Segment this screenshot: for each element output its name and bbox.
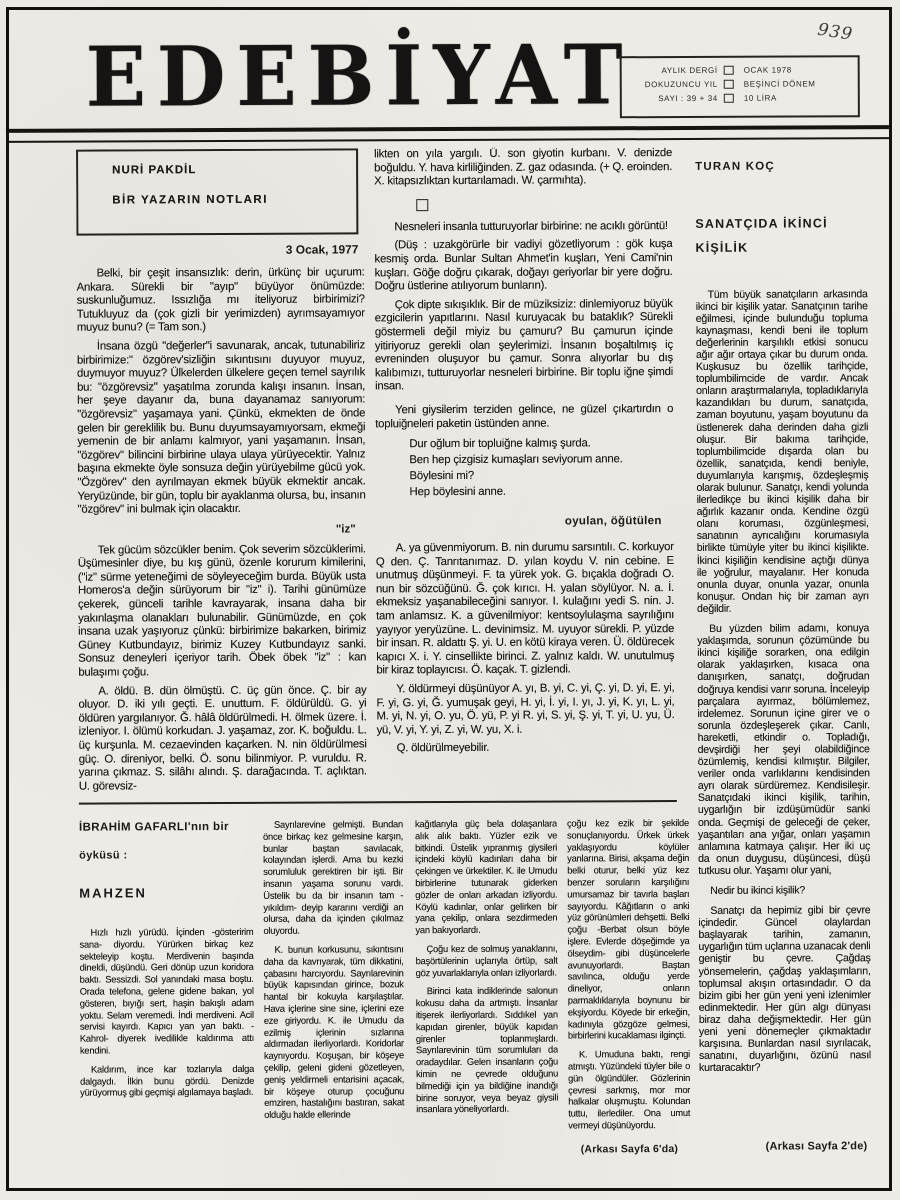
issue-info-value: OCAK 1978 — [743, 65, 792, 75]
paragraph: Nesneleri insanla tutturuyorlar birbirine: ne acıklı görüntü! — [394, 219, 668, 234]
paragraph: kağıtlarıyla güç bela dolaşanlara alık alık baktı. Yüzler ezik ve bitkindi. Üstelik yıpranmış giysileri içindeki köylü kadınları daha bir çekingen ve ürkektiler. K. ile Umudu birbirlerine tutunarak giderken gözler de onları arkadan izliyordu. Köylü kadınlar, onlar gelirken bir yana çekilip, onlara sezdirmeden yan bakıyorlardı. — [414, 817, 558, 936]
issue-info-label: AYLIK DERGİ — [661, 65, 718, 76]
section-signature: oyulan, öğütülen — [564, 515, 662, 528]
story-column-3 — [415, 818, 559, 1167]
issue-info-row — [628, 65, 848, 75]
paragraph: Sayrılarevine gelmişti. Bundan önce birkaç kez gelmesine karşın, bunlar baştan savılacak, kolayından işlerdi. Ama bu kezki sorumluluk gerektiren bir işti. Bir insanın yaşama sorunu vardı. Üstelik bu da bir insanın tam -yıkıldım- deyip kararını verdiği an olursa, daha da içinden çıkılmaz oluyordu. — [263, 818, 404, 936]
poem-line: Ben hep çizgisiz kumaşları seviyorum anne. — [409, 453, 623, 467]
paragraph: Hızlı hızlı yürüdü. İçinden -gösteririm sana- diyordu. Yürürken birkaç kez sekteleyip koştu. Merdivenin başında dineldi, düşündü. Geri dönüp uzun koridora baktı. Sessizdi. Sol yanındaki masa boştu. Orada telefona, gelene gidene bakan, yol gösteren, bıyığı sert, haşin bakışlı adam yoktu. Selam veremedi. İndi merdiveni. Acil servisi kayırdı. Kapıcı yan yan baktı. -Kahrol- diyerek ivedilikle kaldırıma attı kendini. — [79, 925, 254, 1056]
issue-info-box — [620, 55, 860, 118]
issue-info-value: 10 LİRA — [743, 93, 777, 103]
story-byline-suffix: öyküsü : — [79, 849, 128, 862]
article-title: BİR YAZARIN NOTLARI — [112, 193, 268, 207]
issue-info-label: SAYI : 39 + 34 — [658, 93, 718, 104]
paragraph: Q. öldürülmeyebilir. — [396, 742, 490, 755]
paragraph: İnsana özgü "değerler"i savunarak, ancak, tutunabiliriz birbirimize:" özgörev'sizliğin sıkıntısını duyuyor muyuz, duymuyor muyuz? Ülkelerden ülkelere geçen temel sayrılık bu: "özgörevsiz" yaşatılma zorunda kalışı insanın. İnsan, her şeye dayanır da, buna dayanamaz sanıyorum: "özgörevsiz" yaşamaya yani. Çünkü, ekmekten de önde gelen bir gereklilik bu. Bunu duyumsayamıyorsam, ekmeği yemenin de bir anlamı kalmıyor, yani yaşamanın. İnsan, "özgörev" bilincini birbirine ulaya ulaya yürüyecektir. Yalnız başına ekmekte öyle sonsuza değin yürüyebilme gücü yok. "Özgörev" den ayrılmayan ekmek büyük ekmektir ancak. Yeryüzünde, bir gün, toplu bir ayaklanma olursa, bu, insanın "özgörev" ini bulmak için olacaktır. — [76, 339, 366, 516]
checkbox-icon — [724, 80, 734, 89]
paragraph: A. öldü. B. dün ölmüştü. C. üç gün önce. Ç. bir ay oluyor. D. iki yılı geçti. E. unuttum. F. öldürüldü. G. yi öldüren yargılanıyor. Ğ. hâlâ öldürülmedi. H. ölmek üzere. İ. izleniyor. I. ölümü korkudan. J. yaşamaz, zor. K. boğuldu. L. üç kurşunla. M. cezaevinden kaçarken. N. nin öldürülmesi güç. O. direniyor, belki. Ö. sonu bilinmiyor. P. vuruldu. R. yarına çıkmaz. S. silâhı alındı. Ş. darağacında. T. açlıktan. U. görevsiz- — [78, 683, 367, 793]
issue-info-value: BEŞİNCİ DÖNEM — [743, 79, 816, 89]
story-column-4 — [567, 817, 691, 1166]
paragraph: Bu yüzden bilim adamı, konuya yaklaşımda, sorunun çözümünde bu ikinci kişiliğe sorarken, ona edilgin olarak yaklaşırken, kısaca ona danışırken, sanatçı, doğrudan doğruya kendisi varır soruna. İnceleyip parçalara ayırmaz, bölümlemez, irdelemez. Sorunun içine girer ve o sorunla özdeşleşerek çıkar. Canlı, hareketli, etkindir o. Topladığı, devşirdiği her şeyi olabildiğince özümlemiş, kendisi kılmıştır. Bilgiler, veriler onda varlıklarını kendisinden ayrı olarak sürdüremez. Kendisileşir. Sanatçıdaki ikinci kişilik, tarihin, uygarlığın bir izdüşümüdür sanki onda. Geçmişi de geleceği de çeker, yaşantıları ana yığar, onları yaşamın anlamına katmaya çalışır. Her iki uç da onun duygusu, düşüncesi, düşü tutkusu olur. Yaşamı olur yani, — [697, 622, 871, 877]
issue-info-row — [628, 79, 848, 89]
paragraph: Çoğu kez de solmuş yanaklarını, başörtülerinin uçlarıyla örtüp, salt göz yuvarlaklarıyla onları izliyorlardı. — [415, 942, 558, 978]
issue-info-label: DOKUZUNCU YIL — [644, 79, 718, 90]
article-column-3 — [695, 148, 871, 1159]
paragraph: Y. öldürmeyi düşünüyor A. yı, B. yi, C. yi, Ç. yi, D. yi, E. yi, F. yi, G. yi, Ğ. yumuşak geyi, H. yi, İ. yi, I. yı, J. yi, K. yı, L. yi, M. yi, N. yi, O. yu, Ö. yü, P. yi R. yi, S. yi, Ş. yi, T. yi, U. yu, Ü. yü, V. yi, Y. yi, Z. yi, W. yu, X. i. — [376, 682, 675, 737]
poem-line: Hep böylesini anne. — [409, 485, 506, 499]
article-author: NURİ PAKDİL — [112, 164, 197, 177]
article-column-2 — [374, 147, 675, 806]
paragraph: likten on yıla yargılı. Ü. son giyotin kurbanı. V. denizde boğuldu. Y. hava kirliliğinden. Z. gaz odasında. (+ Q. eroinden. X. kitapsızlıktan kurtarılamadı. W. çarmıhta). — [374, 147, 673, 188]
article-author: TURAN KOÇ — [695, 160, 775, 173]
story-title: MAHZEN — [79, 885, 147, 901]
paragraph: Birinci kata indiklerinde salonun kokusu daha da artmıştı. İnsanlar itişerek ilerliyorlardı. Sıddıkel yan kapıdan girenler, büyük kapıdan girenler toplanmışlardı. Sayrılarevinin tüm sorumluları da oradaydılar. Gelen insanların çoğu kimin ne çevrede olduğunu bilmediği için ya bildiğine inandığı birine soruyor, veya beyaz giysili insanlara yöneliyorlardı. — [415, 984, 559, 1115]
paragraph: Belki, bir çeşit insansızlık: derin, ürkünç bir uçurum: Ankara. Sürekli bir "ayıp" büyüyor önümüzde: suskunluğumuz. Issızlığa mı iteliyoruz birbirimizi? Tutukluyuz da (çok gizli bir yerimizden) ayrımsayamıyor muyuz bunu? (= Tam son.) — [76, 266, 365, 335]
paragraph: Nedir bu ikinci kişilik? — [710, 884, 805, 897]
continued-on-page-note: (Arkası Sayfa 6'da) — [580, 1142, 679, 1156]
paragraph: Kaldırım, ince kar tozlarıyla dalga dalgaydı. İlkin bunu gördü. Denizde yürüyormuş gibi geçmişi algılamaya başladı. — [80, 1062, 255, 1098]
issue-info-row — [628, 93, 848, 103]
poem-line: Dur oğlum bir topluiğne kalmış şurda. — [409, 437, 591, 451]
paragraph: Çok dipte sıkışıklık. Bir de müziksiziz: dinlemiyoruz büyük ezgicilerin yapıtlarını. Nasıl kuruyacak bu bataklık? Sürekli göstermeli değil miyiz bu çamuru? Bu çamurun içinde yitiriyoruz gerekli olan şeylerimizi. İnsanın boşaltılmış iç evreninden oluşuyor bu çamur. Sonra alıyorlar bu dış kalıbımızı, tutturuyorlar nesneleri birbirine. Bir toplu iğne şimdi insan. — [374, 297, 674, 393]
masthead-divider-rule — [6, 125, 889, 143]
checkbox-icon — [724, 94, 734, 103]
magazine-masthead: EDEBİYAT — [85, 26, 634, 126]
article-title: SANATÇIDA İKİNCİ KİŞİLİK — [695, 216, 828, 255]
paragraph: (Düş : uzakgörürle bir vadiyi gözetliyorum : gök kuşa kesmiş orda. Bunlar Sultan Ahmet'in kuşları, Yeni Cami'nin kuşları. Göğe doğru çıkarak, doğayı geriyorlar bir yere doğru. Doğru üstlerine atılıyorum bunların). — [374, 238, 673, 293]
continued-on-page-note: (Arkası Sayfa 2'de) — [765, 1140, 868, 1153]
story-column-2 — [263, 818, 405, 1167]
paragraph: Tüm büyük sanatçıların arkasında ikinci bir kişilik yatar. Sanatçının tarihe eğilmesi, içinde bulunduğu topluma kaynaşması, kendi beni ile toplum değerlerinin karşılıklı etkisi sonucu ağır ağır ortaya çıkar bu durum onda. Kuşkusuz bu özellik tarihçide, toplumbilimcide de vardır. Ancak onların araştırmalarıyla, topladıklarıyla kazandıkları bu durum, sanatçıda, zaman boyutunu, yaşam boyutunu da üstlenerek daha derinden daha gizli oluşur. Bir bakıma tarihçide, toplumbilimcide dışarda olan bu özellik, sanatçıda, kendi beniyle, duyumlarıyla karışmış, özdeşleşmiş olarak bulunur. Sanatçı, kendi yolunda ilerledikçe bu ikinci kişilik daha bir ağırlık kazanır onda. Kendine özgü olanı koruması, özgünleşmesi, sanatının ayrıcalığını korumasıyla birlikte tümüyle yiter bu ikinci kişilikte. İkinci kişiliğin kendisine açtığı dünya ile yoğrulur, mayalanır. Her konuda onunla duyar, onunla yazar, onunla konuşur. Ondan hiç bir zaman ayrı değildir. — [695, 287, 870, 615]
article-dateline: 3 Ocak, 1977 — [285, 242, 359, 257]
square-bullet-icon — [416, 199, 428, 211]
paragraph: A. ya güvenmiyorum. B. nin durumu sarsıntılı. C. korkuyor Q den. Ç. Tanrıtanımaz. D. yılan koydu V. nin cebine. E unutmuş düşünmeyi. F. ta yürek yok. G. bıçakla doğradı O. nun bir sözcüğünü. Ğ. çok kırıcı. H. yalan söylüyor. N. a. İ. ekmeksiz yaşanabileceğini sanıyor. I. kulağını yedi S. nin. J. tam anlamsız. K. a güvenilmiyor: kentsoylulaşma sayrılığını yayıyor yeryüzüne. L. devinimsiz. M. uyuyor sürekli. P. yüzde bir insan. R. aldattı Ş. yi. U. en kötü kiraya veren. Ü. öldürecek kapıcı X. i. Y. cinsellikte birinci. Z. yalnız kaldı. W. unutulmuş bir kiraz toplayıcısı. Ö. kaçak. T. gizlendi. — [375, 541, 675, 677]
paragraph: K. Umuduna baktı, rengi atmıştı. Yüzündeki tüyler bile o gün ölgündüler. Gözlerinin çevresi sarkmış, mor mor halkalar oluşmuştu. Kolundan tuttu, ilerlediler. Ona umut vermeyi düşünüyordu. — [568, 1048, 691, 1131]
paragraph: K. bunun korkusunu, sıkıntısını daha da kavrıyarak, tüm dikkatini, çabasını harcıyordu. Sayrılarevinin büyük kapısından girince, bozuk hantal bir kokuyla karşılaştılar. Hava içlerine sine sine, içlerini eze eze giriyordu. K. ile Umudu da ezilmiş içlerinin sızlarına aldırmadan ilerliyorlardı. Koridorlar kaynıyordu. Koşuşan, bir köşeye çekilip, geleni gideni gözetleyen, geniş yeldirmeli entarisini açacak, bir köşeye oturup çocuğunu emziren, hastalığını bastıran, sakat olduğu halde ellerinde — [263, 943, 405, 1120]
story-byline: İBRAHİM GAFARLI'nın bir — [78, 820, 229, 834]
article-header-box — [76, 148, 358, 235]
poem-line: Böylesini mi? — [409, 469, 475, 483]
paragraph: Sanatçı da hepimiz gibi bir çevre içindedir. Güncel olaylardan başlayarak tarihin, zamanın, uygarlığın tüm uçlarına uzanacak denli geniştir bu çevre. Çağdaş yönsemelerin, çağdaş yaklaşımların, toplumsal akışın ortasındadır. O da bizim gibi her gün yeni yeni izlenimler edinmektedir. Her gün algı dünyası biraz daha değişmektedir. Her gün yeni yeni dönemeçler çıkmaktadır karşısına. Bunlardan nasıl sıyrılacak, sanatını, duyarlığını, özünü nasıl kurtaracaktır? — [698, 904, 872, 1075]
paragraph: Tek gücüm sözcükler benim. Çok severim sözcüklerimi. Üşümesinler diye, bu kış günü, özenle korurum kimilerini, ("iz" sürme yeteneğimi de söyleyeceğim burda. Büyük usta Homeros'a değin sürüyorum bir "iz" i). Tarihi günümüze çekerek, günceli tarihle kavrayarak, insana daha bir yakınlaşma olanakları bulunabilir. Günümüzde, en çok insana uzak yaşıyoruz çünkü: birbirimize bakarken, birimiz Güney Kutbundayız, birimiz Kuzey Kutbundayız sanki. Sonsuz deneyleri içeriyor tarih. Öbek öbek "iz" : kan bulaşımı çoğu. — [77, 543, 367, 679]
section-subhead: "iz" — [335, 523, 356, 536]
handwritten-page-number: 939 — [816, 19, 855, 45]
paragraph: Yeni giysilerim terziden gelince, ne güzel çıkartırdın o topluiğneleri paketin üstünden anne. — [375, 402, 674, 430]
paragraph: çoğu kez ezik bir şekilde sonuçlanıyordu. Ürkek ürkek yaklaşıyordu köylüler yanlarına. Birisi, akşama değin belki oturur, belki yüz kez benzer soruların karşılığını umursamaz bir tavırla başları sayıyordu. Kâğıtların o anki yüz görünümleri dehşetti. Belki çoğu -Berbat olsun böyle işlere. Evlerde döşeğimde ya ölseydim- gibi düşüncelerle avunuyorlardı. Baştan savılınca, olduğu yerde dineliyor, onların parmaklıklarıyla boynunu bir ekşiyordu. Köyede bir erkeğin, kadınıyla gözgöze gelmesi, birbirlerini kucaklaması ilginçti. — [566, 816, 690, 1041]
checkbox-icon — [724, 66, 734, 75]
article-column-1 — [76, 148, 367, 809]
story-column-1 — [79, 819, 255, 1168]
